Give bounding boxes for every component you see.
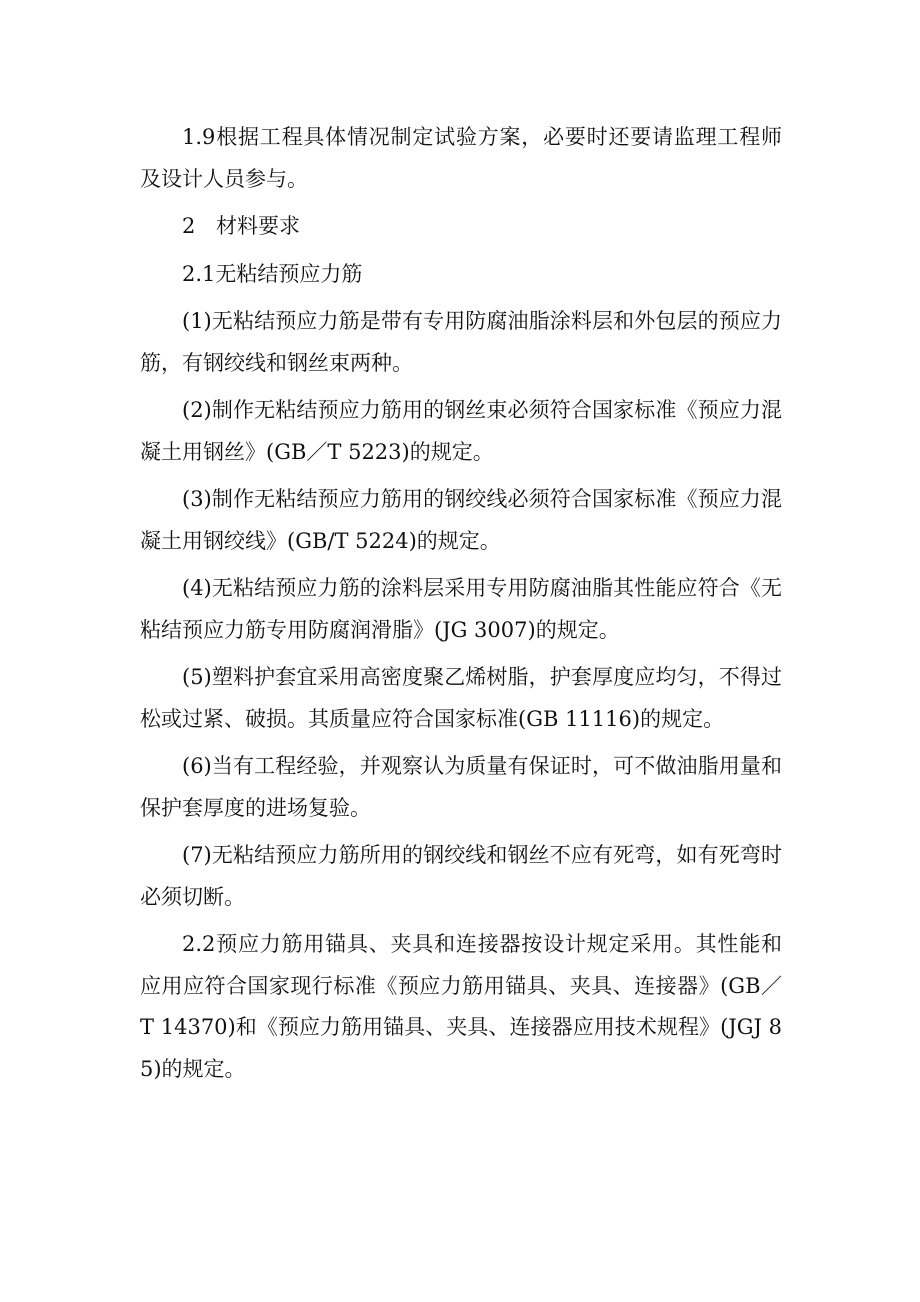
subsection-heading-2-1: 2.1无粘结预应力筋 — [182, 261, 363, 286]
paragraph-2-1-6: (6)当有工程经验，并观察认为质量有保证时，可不做油脂用量和保护套厚度的进场复验。 — [140, 754, 782, 820]
paragraph-2-1-2: (2)制作无粘结预应力筋用的钢丝束必须符合国家标准《预应力混凝土用钢丝》(GB／T 5223)的规定。 — [140, 398, 782, 464]
section-title: 材料要求 — [216, 214, 300, 238]
paragraph-2-2: 2.2预应力筋用锚具、夹具和连接器按设计规定采用。其性能和应用应符合国家现行标准《预应力筋用锚具、夹具、连接器》(GB／T 14370)和《预应力筋用锚具、夹具、连接器应用技术规程》(JGJ 85)的规定。 — [140, 932, 782, 1081]
paragraph-2-1-7: (7)无粘结预应力筋所用的钢绞线和钢丝不应有死弯，如有死弯时必须切断。 — [140, 843, 782, 909]
paragraph-2-1-5: (5)塑料护套宜采用高密度聚乙烯树脂，护套厚度应均匀，不得过松或过紧、破损。其质量应符合国家标准(GB 11116)的规定。 — [140, 665, 782, 731]
section-heading-2 — [140, 206, 782, 248]
paragraph-2-1-3: (3)制作无粘结预应力筋用的钢绞线必须符合国家标准《预应力混凝土用钢绞线》(GB/T 5224)的规定。 — [140, 487, 782, 553]
document-body — [140, 117, 782, 1096]
paragraph-2-1-1: (1)无粘结预应力筋是带有专用防腐油脂涂料层和外包层的预应力筋，有钢绞线和钢丝束两种。 — [140, 309, 782, 375]
section-number: 2 — [182, 214, 196, 238]
paragraph-2-1-4: (4)无粘结预应力筋的涂料层采用专用防腐油脂其性能应符合《无粘结预应力筋专用防腐润滑脂》(JG 3007)的规定。 — [140, 576, 782, 642]
paragraph-1-9: 1.9根据工程具体情况制定试验方案，必要时还要请监理工程师及设计人员参与。 — [140, 125, 782, 191]
